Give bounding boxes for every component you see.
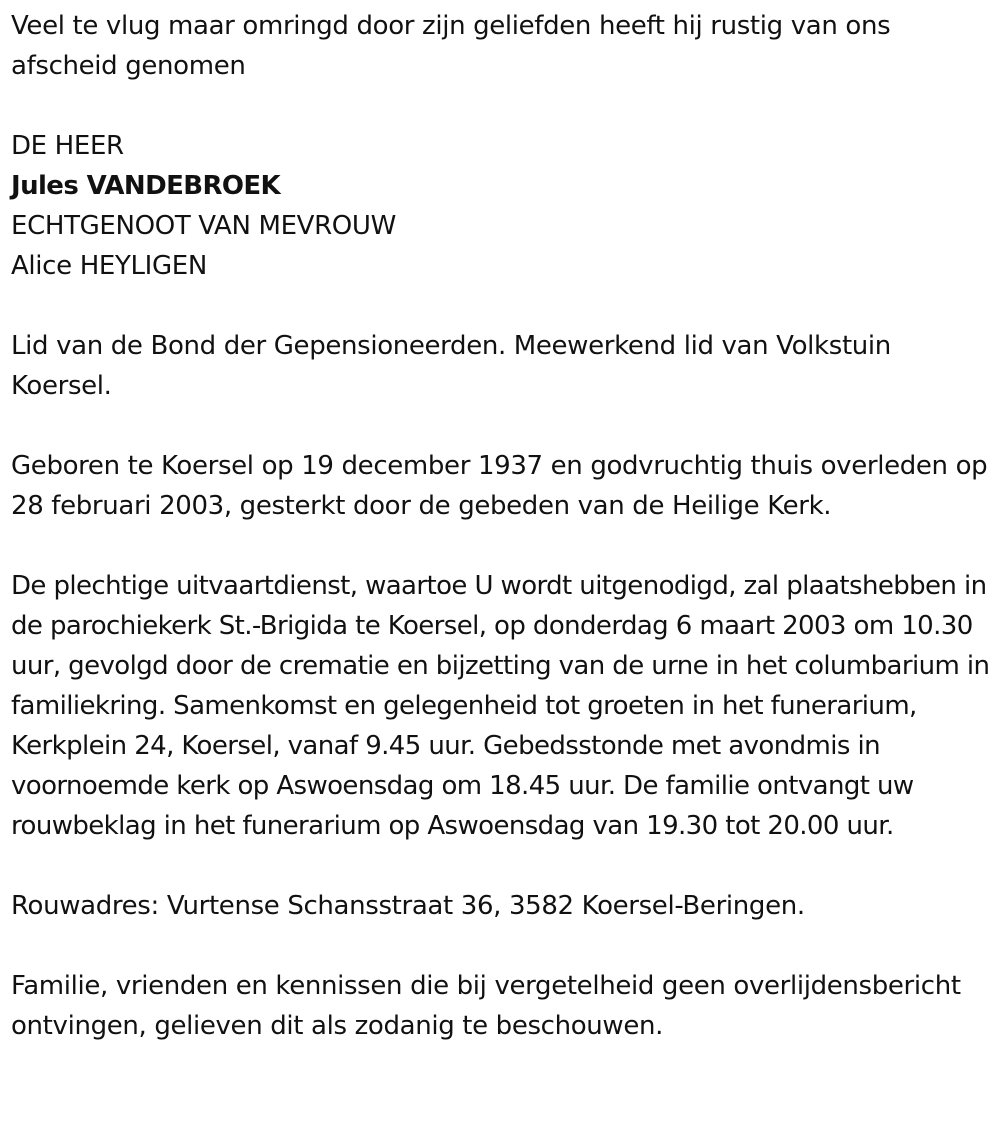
intro-text: Veel te vlug maar omringd door zijn geliefden heeft hij rustig van ons afscheid genomen bbox=[11, 11, 891, 81]
birth-death-text: Geboren te Koersel op 19 december 1937 en godvruchtig thuis overleden op 28 februari 2003, gesterkt door de gebeden van de Heilige Kerk. bbox=[11, 451, 988, 521]
spacer bbox=[11, 86, 996, 126]
memberships-text: Lid van de Bond der Gepensioneerden. Meewerkend lid van Volkstuin Koersel. bbox=[11, 331, 891, 401]
spouse-name: Alice HEYLIGEN bbox=[11, 251, 207, 281]
deceased-name: Jules VANDEBROEK bbox=[11, 171, 281, 201]
closing-text: Familie, vrienden en kennissen die bij vergetelheid geen overlijdensbericht ontvingen, gelieven dit als zodanig te beschouwen. bbox=[11, 971, 961, 1041]
spacer bbox=[11, 846, 996, 886]
spacer bbox=[11, 926, 996, 966]
address-text: Rouwadres: Vurtense Schansstraat 36, 3582 Koersel-Beringen. bbox=[11, 891, 805, 921]
spacer bbox=[11, 286, 996, 326]
title-prefix: DE HEER bbox=[11, 131, 124, 161]
funeral-text: De plechtige uitvaartdienst, waartoe U wordt uitgenodigd, zal plaatshebben in de parochiekerk St.-Brigida te Koersel, op donderdag 6 maart 2003 om 10.30 uur, gevolgd door de crematie en bijzetting van de urne in het columbarium in familiekring. Samenkomst en gelegenheid tot groeten in het funerarium, Kerkplein 24, Koersel, vanaf 9.45 uur. Gebedsstonde met avondmis in voornoemde kerk op Aswoensdag om 18.45 uur. De familie ontvangt uw rouwbeklag in het funerarium op Aswoensdag van 19.30 tot 20.00 uur. bbox=[11, 571, 990, 841]
spacer bbox=[11, 526, 996, 566]
obituary-notice bbox=[11, 6, 996, 1046]
spacer bbox=[11, 406, 996, 446]
relation-text: ECHTGENOOT VAN MEVROUW bbox=[11, 211, 396, 241]
